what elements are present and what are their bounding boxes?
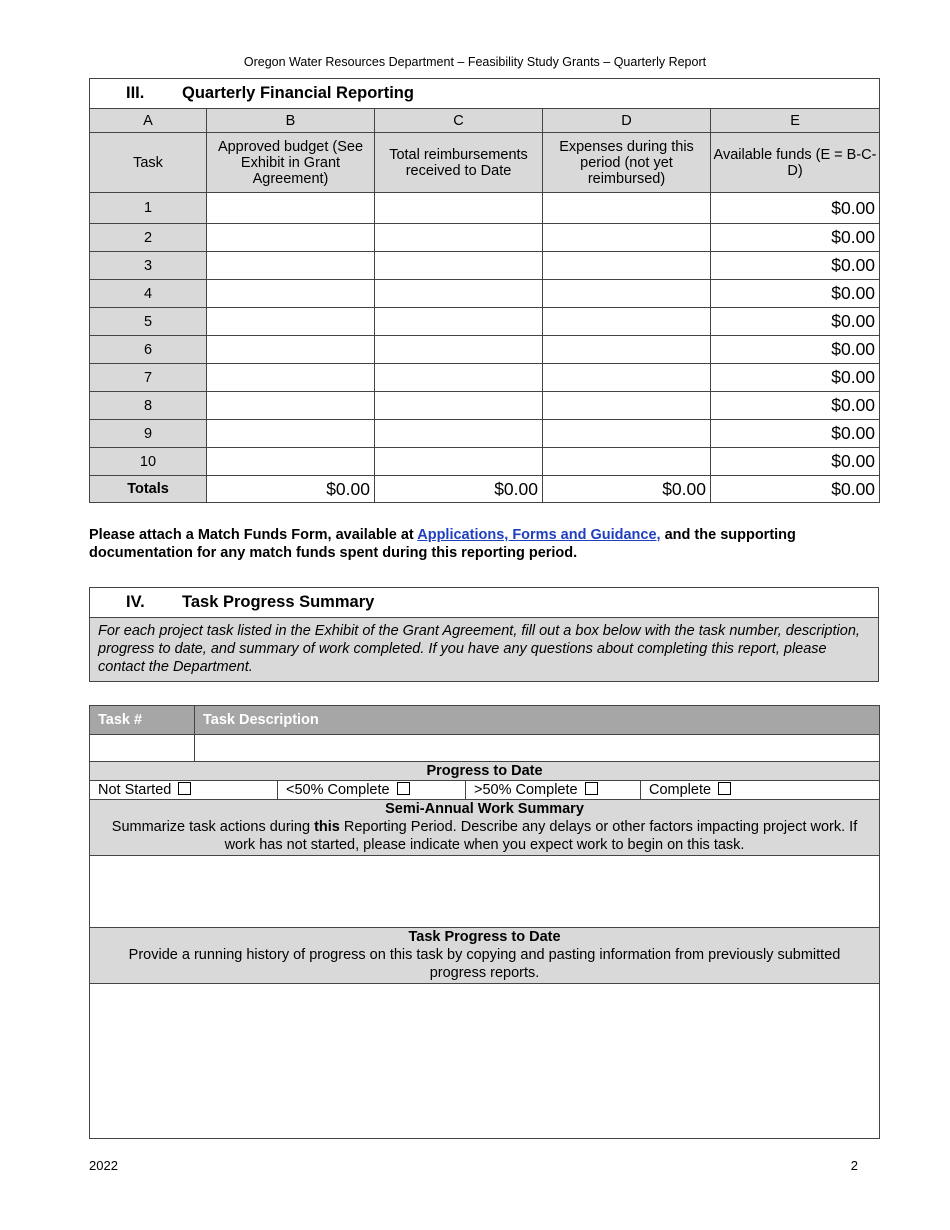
task-description-header: Task Description xyxy=(195,706,880,735)
expenses-cell[interactable] xyxy=(543,420,711,448)
task-progress-history-description: Provide a running history of progress on this task by copying and pasting information from previously submitted progress reports. xyxy=(128,947,841,981)
column-letter-row xyxy=(90,109,880,133)
available-funds-cell: $0.00 xyxy=(711,364,880,392)
reimbursements-cell[interactable] xyxy=(375,448,543,476)
semi-annual-description: Summarize task actions during this Reporting Period. Describe any delays or other factors impacting project work. If work has not started, please indicate when you expect work to begin on this task. xyxy=(111,819,858,853)
expenses-cell[interactable] xyxy=(543,336,711,364)
available-funds-cell: $0.00 xyxy=(711,448,880,476)
more-than-50-checkbox[interactable] xyxy=(585,782,598,795)
page-number: 2 xyxy=(850,1158,858,1173)
progress-to-date-title: Progress to Date xyxy=(90,762,880,781)
available-funds-cell: $0.00 xyxy=(711,420,880,448)
reimbursements-cell[interactable] xyxy=(375,224,543,252)
task-number-cell: 7 xyxy=(90,364,207,392)
task-row xyxy=(90,224,880,252)
expenses-cell[interactable] xyxy=(543,252,711,280)
approved-budget-cell[interactable] xyxy=(207,420,375,448)
reimbursements-cell[interactable] xyxy=(375,392,543,420)
task-row xyxy=(90,336,880,364)
task-number-cell: 5 xyxy=(90,308,207,336)
financial-table xyxy=(89,78,880,503)
expenses-cell[interactable] xyxy=(543,193,711,224)
approved-budget-cell[interactable] xyxy=(207,336,375,364)
approved-budget-cell[interactable] xyxy=(207,193,375,224)
section-4-title: IV. Task Progress Summary xyxy=(90,588,879,618)
task-progress-history-title: Task Progress to Date xyxy=(408,929,561,945)
available-funds-cell: $0.00 xyxy=(711,336,880,364)
approved-budget-cell[interactable] xyxy=(207,308,375,336)
available-funds-cell: $0.00 xyxy=(711,224,880,252)
total-d: $0.00 xyxy=(543,476,711,503)
expenses-cell[interactable] xyxy=(543,224,711,252)
reimbursements-cell[interactable] xyxy=(375,420,543,448)
reimbursements-cell[interactable] xyxy=(375,280,543,308)
available-funds-cell: $0.00 xyxy=(711,308,880,336)
expenses-cell[interactable] xyxy=(543,448,711,476)
totals-label: Totals xyxy=(90,476,207,503)
col-letter-e: E xyxy=(711,109,880,133)
expenses-cell[interactable] xyxy=(543,308,711,336)
expenses-cell[interactable] xyxy=(543,280,711,308)
task-row xyxy=(90,193,880,224)
col-header-expenses: Expenses during this period (not yet reimbursed) xyxy=(543,133,711,193)
task-progress-history-field[interactable] xyxy=(90,984,880,1139)
task-number-cell: 6 xyxy=(90,336,207,364)
task-description-field[interactable] xyxy=(195,735,880,762)
expenses-cell[interactable] xyxy=(543,392,711,420)
task-number-cell: 9 xyxy=(90,420,207,448)
task-row xyxy=(90,448,880,476)
progress-options-row xyxy=(90,781,880,800)
available-funds-cell: $0.00 xyxy=(711,392,880,420)
approved-budget-cell[interactable] xyxy=(207,448,375,476)
option-more-50[interactable]: >50% Complete xyxy=(466,781,641,800)
task-number-cell: 3 xyxy=(90,252,207,280)
approved-budget-cell[interactable] xyxy=(207,364,375,392)
approved-budget-cell[interactable] xyxy=(207,280,375,308)
available-funds-cell: $0.00 xyxy=(711,280,880,308)
task-row xyxy=(90,252,880,280)
option-complete[interactable]: Complete xyxy=(641,781,880,800)
reimbursements-cell[interactable] xyxy=(375,336,543,364)
task-number-cell: 1 xyxy=(90,193,207,224)
semi-annual-title: Semi-Annual Work Summary xyxy=(385,801,584,817)
available-funds-cell: $0.00 xyxy=(711,252,880,280)
available-funds-cell: $0.00 xyxy=(711,193,880,224)
task-form xyxy=(89,705,880,1139)
total-e: $0.00 xyxy=(711,476,880,503)
reimbursements-cell[interactable] xyxy=(375,193,543,224)
col-header-approved-budget: Approved budget (See Exhibit in Grant Agreement) xyxy=(207,133,375,193)
col-letter-b: B xyxy=(207,109,375,133)
section-4-instructions: For each project task listed in the Exhibit of the Grant Agreement, fill out a box below with the task number, description, progress to date, and summary of work completed. If you have any questions about completing this report, please contact the Department. xyxy=(90,618,879,682)
option-not-started[interactable]: Not Started xyxy=(90,781,278,800)
totals-row xyxy=(90,476,880,503)
total-b: $0.00 xyxy=(207,476,375,503)
total-c: $0.00 xyxy=(375,476,543,503)
approved-budget-cell[interactable] xyxy=(207,252,375,280)
section-3-title: III. Quarterly Financial Reporting xyxy=(90,79,880,109)
approved-budget-cell[interactable] xyxy=(207,224,375,252)
task-row xyxy=(90,420,880,448)
task-number-field[interactable] xyxy=(90,735,195,762)
reimbursements-cell[interactable] xyxy=(375,364,543,392)
task-progress-summary xyxy=(89,587,879,682)
semi-annual-summary-field[interactable] xyxy=(90,856,880,928)
expenses-cell[interactable] xyxy=(543,364,711,392)
page-header: Oregon Water Resources Department – Feasibility Study Grants – Quarterly Report xyxy=(243,55,707,69)
task-row xyxy=(90,364,880,392)
column-header-row xyxy=(90,133,880,193)
task-row xyxy=(90,308,880,336)
not-started-checkbox[interactable] xyxy=(178,782,191,795)
reimbursements-cell[interactable] xyxy=(375,252,543,280)
task-number-header: Task # xyxy=(90,706,195,735)
footer-year: 2022 xyxy=(89,1158,118,1173)
option-less-50[interactable]: <50% Complete xyxy=(278,781,466,800)
col-letter-c: C xyxy=(375,109,543,133)
semi-annual-header xyxy=(90,800,880,856)
task-progress-history-header xyxy=(90,928,880,984)
task-row xyxy=(90,280,880,308)
complete-checkbox[interactable] xyxy=(718,782,731,795)
task-row xyxy=(90,392,880,420)
col-header-task: Task xyxy=(90,133,207,193)
reimbursements-cell[interactable] xyxy=(375,308,543,336)
applications-forms-link[interactable]: Applications, Forms and Guidance, xyxy=(417,527,661,543)
approved-budget-cell[interactable] xyxy=(207,392,375,420)
task-number-cell: 8 xyxy=(90,392,207,420)
task-number-cell: 4 xyxy=(90,280,207,308)
match-funds-note: Please attach a Match Funds Form, available at Applications, Forms and Guidance, and the supporting documentation for any match funds spent during this reporting period. xyxy=(89,527,796,561)
col-letter-d: D xyxy=(543,109,711,133)
task-number-cell: 2 xyxy=(90,224,207,252)
col-letter-a: A xyxy=(90,109,207,133)
task-number-cell: 10 xyxy=(90,448,207,476)
col-header-available-funds: Available funds (E = B-C-D) xyxy=(711,133,880,193)
col-header-reimbursements: Total reimbursements received to Date xyxy=(375,133,543,193)
less-than-50-checkbox[interactable] xyxy=(397,782,410,795)
